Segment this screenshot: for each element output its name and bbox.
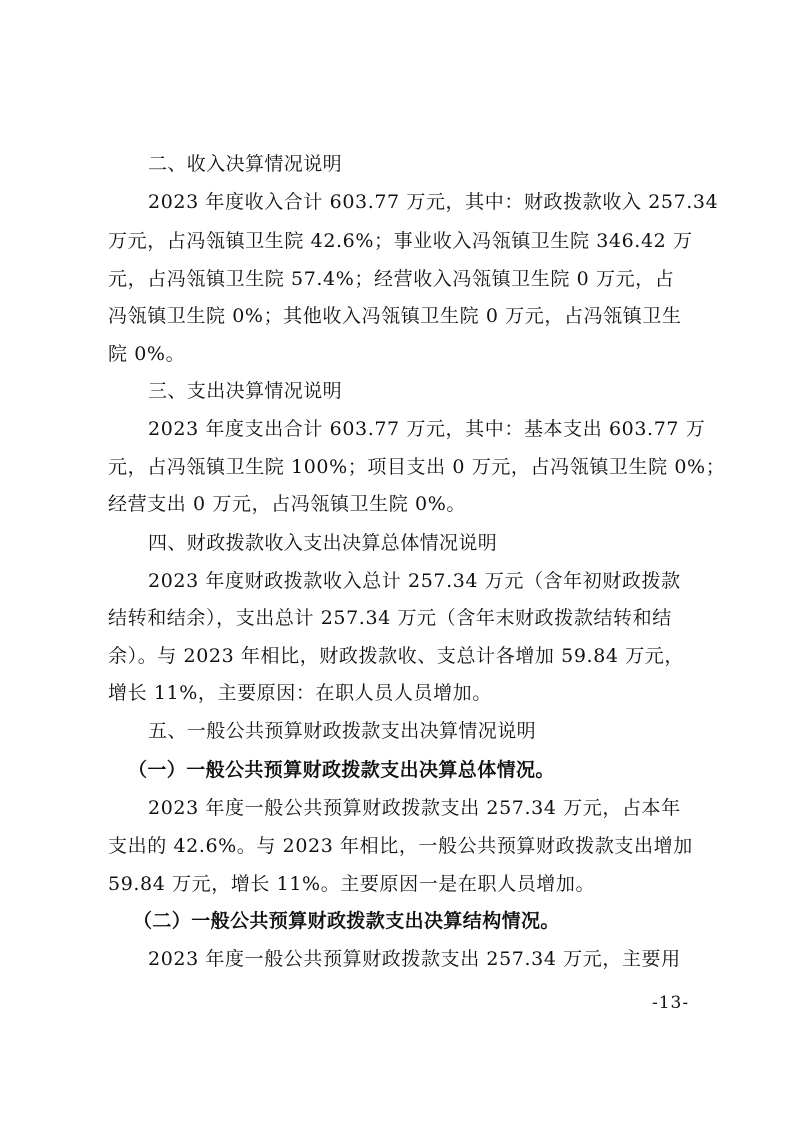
body-line: 结转和结余），支出总计 257.34 万元（含年末财政拨款结转和结 — [108, 607, 672, 629]
body-line: 元，占冯瓴镇卫生院 100%；项目支出 0 万元，占冯瓴镇卫生院 0%； — [108, 456, 726, 478]
subsection-heading-structure: （二）一般公共预算财政拨款支出决算结构情况。 — [133, 910, 560, 932]
page-number: -13- — [652, 993, 690, 1013]
body-line: 支出的 42.6%。与 2023 年相比，一般公共预算财政拨款支出增加 — [108, 835, 693, 857]
body-line: 2023 年度支出合计 603.77 万元，其中：基本支出 603.77 万 — [148, 418, 706, 440]
body-line: 2023 年度一般公共预算财政拨款支出 257.34 万元，主要用 — [148, 948, 681, 970]
body-line: 增长 11%，主要原因：在职人员人员增加。 — [108, 682, 492, 704]
body-line: 59.84 万元，增长 11%。主要原因一是在职人员增加。 — [108, 873, 596, 895]
section-heading-expense: 三、支出决算情况说明 — [148, 380, 343, 402]
body-line: 冯瓴镇卫生院 0%；其他收入冯瓴镇卫生院 0 万元，占冯瓴镇卫生 — [108, 305, 682, 327]
section-heading-general: 五、一般公共预算财政拨款支出决算情况说明 — [148, 720, 537, 742]
body-line: 2023 年度一般公共预算财政拨款支出 257.34 万元，占本年 — [148, 797, 681, 819]
body-line: 余）。与 2023 年相比，财政拨款收、支总计各增加 59.84 万元， — [108, 645, 685, 667]
body-line: 万元，占冯瓴镇卫生院 42.6%；事业收入冯瓴镇卫生院 346.42 万 — [108, 230, 693, 252]
body-line: 2023 年度财政拨款收入总计 257.34 万元（含年初财政拨款 — [148, 570, 681, 592]
body-line: 元，占冯瓴镇卫生院 57.4%；经营收入冯瓴镇卫生院 0 万元，占 — [108, 268, 675, 290]
section-heading-fiscal: 四、财政拨款收入支出决算总体情况说明 — [148, 532, 498, 554]
body-line: 院 0%。 — [108, 343, 186, 365]
body-line: 经营支出 0 万元，占冯瓴镇卫生院 0%。 — [108, 493, 466, 515]
section-heading-income: 二、收入决算情况说明 — [148, 153, 343, 175]
subsection-heading-overall: （一）一般公共预算财政拨款支出决算总体情况。 — [128, 759, 555, 781]
body-line: 2023 年度收入合计 603.77 万元，其中：财政拨款收入 257.34 — [148, 191, 719, 213]
